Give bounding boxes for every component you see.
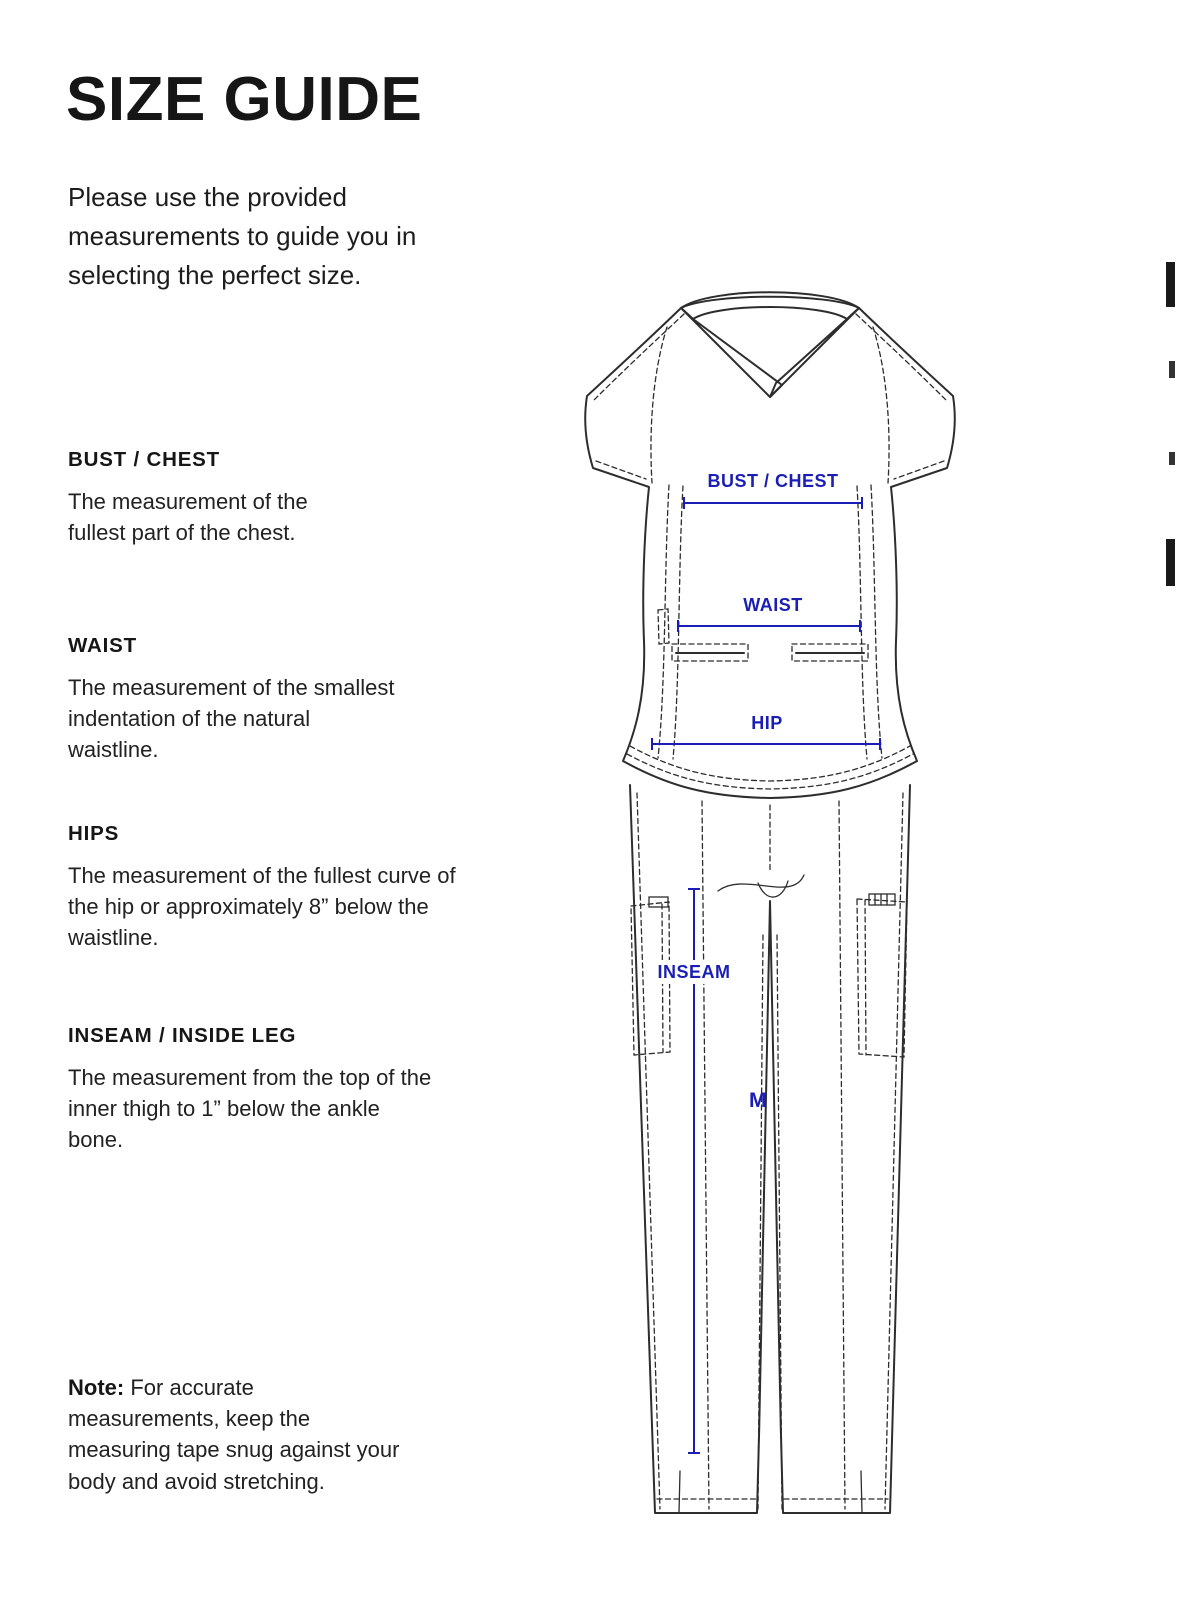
edge-artifact bbox=[1169, 361, 1175, 378]
definition-waist-heading: WAIST bbox=[68, 634, 137, 657]
edge-artifact bbox=[1166, 539, 1175, 586]
definition-hips-heading: HIPS bbox=[68, 822, 120, 845]
definition-waist-body: The measurement of the smallest indentation of the natural waistline. bbox=[68, 675, 395, 763]
hip-dimension-label: HIP bbox=[751, 713, 783, 733]
size-label: M bbox=[749, 1089, 767, 1112]
definition-bust-body: The measurement of the fullest part of the chest. bbox=[68, 489, 308, 546]
note-text bbox=[68, 1372, 404, 1497]
bust-dimension-label: BUST / CHEST bbox=[707, 471, 839, 491]
scrub-pants-drawing bbox=[630, 785, 910, 1513]
definition-inseam-heading: INSEAM / INSIDE LEG bbox=[68, 1024, 297, 1047]
garment-diagram bbox=[530, 273, 1010, 1533]
waist-dimension-label: WAIST bbox=[743, 595, 803, 615]
intro-text: Please use the provided measurements to guide you in selecting the perfect size. bbox=[68, 182, 417, 290]
definition-hips-body: The measurement of the fullest curve of the hip or approximately 8” below the waistline. bbox=[68, 863, 456, 951]
inseam-dimension-label: INSEAM bbox=[657, 962, 731, 982]
bust-dimension bbox=[684, 471, 862, 509]
edge-artifact bbox=[1169, 452, 1175, 465]
definition-inseam-body: The measurement from the top of the inner thigh to 1” below the ankle bone. bbox=[68, 1065, 432, 1153]
note-body: For accurate measurements, keep the measuring tape snug against your body and avoid stretching. bbox=[68, 1375, 400, 1494]
definition-waist bbox=[68, 634, 398, 766]
page-title: SIZE GUIDE bbox=[66, 65, 423, 134]
note-label: Note: bbox=[68, 1375, 125, 1400]
definition-hips bbox=[68, 822, 460, 954]
definition-bust-heading: BUST / CHEST bbox=[68, 448, 220, 471]
definition-bust bbox=[68, 448, 368, 548]
definition-inseam bbox=[68, 1024, 440, 1156]
edge-artifact bbox=[1166, 262, 1175, 307]
